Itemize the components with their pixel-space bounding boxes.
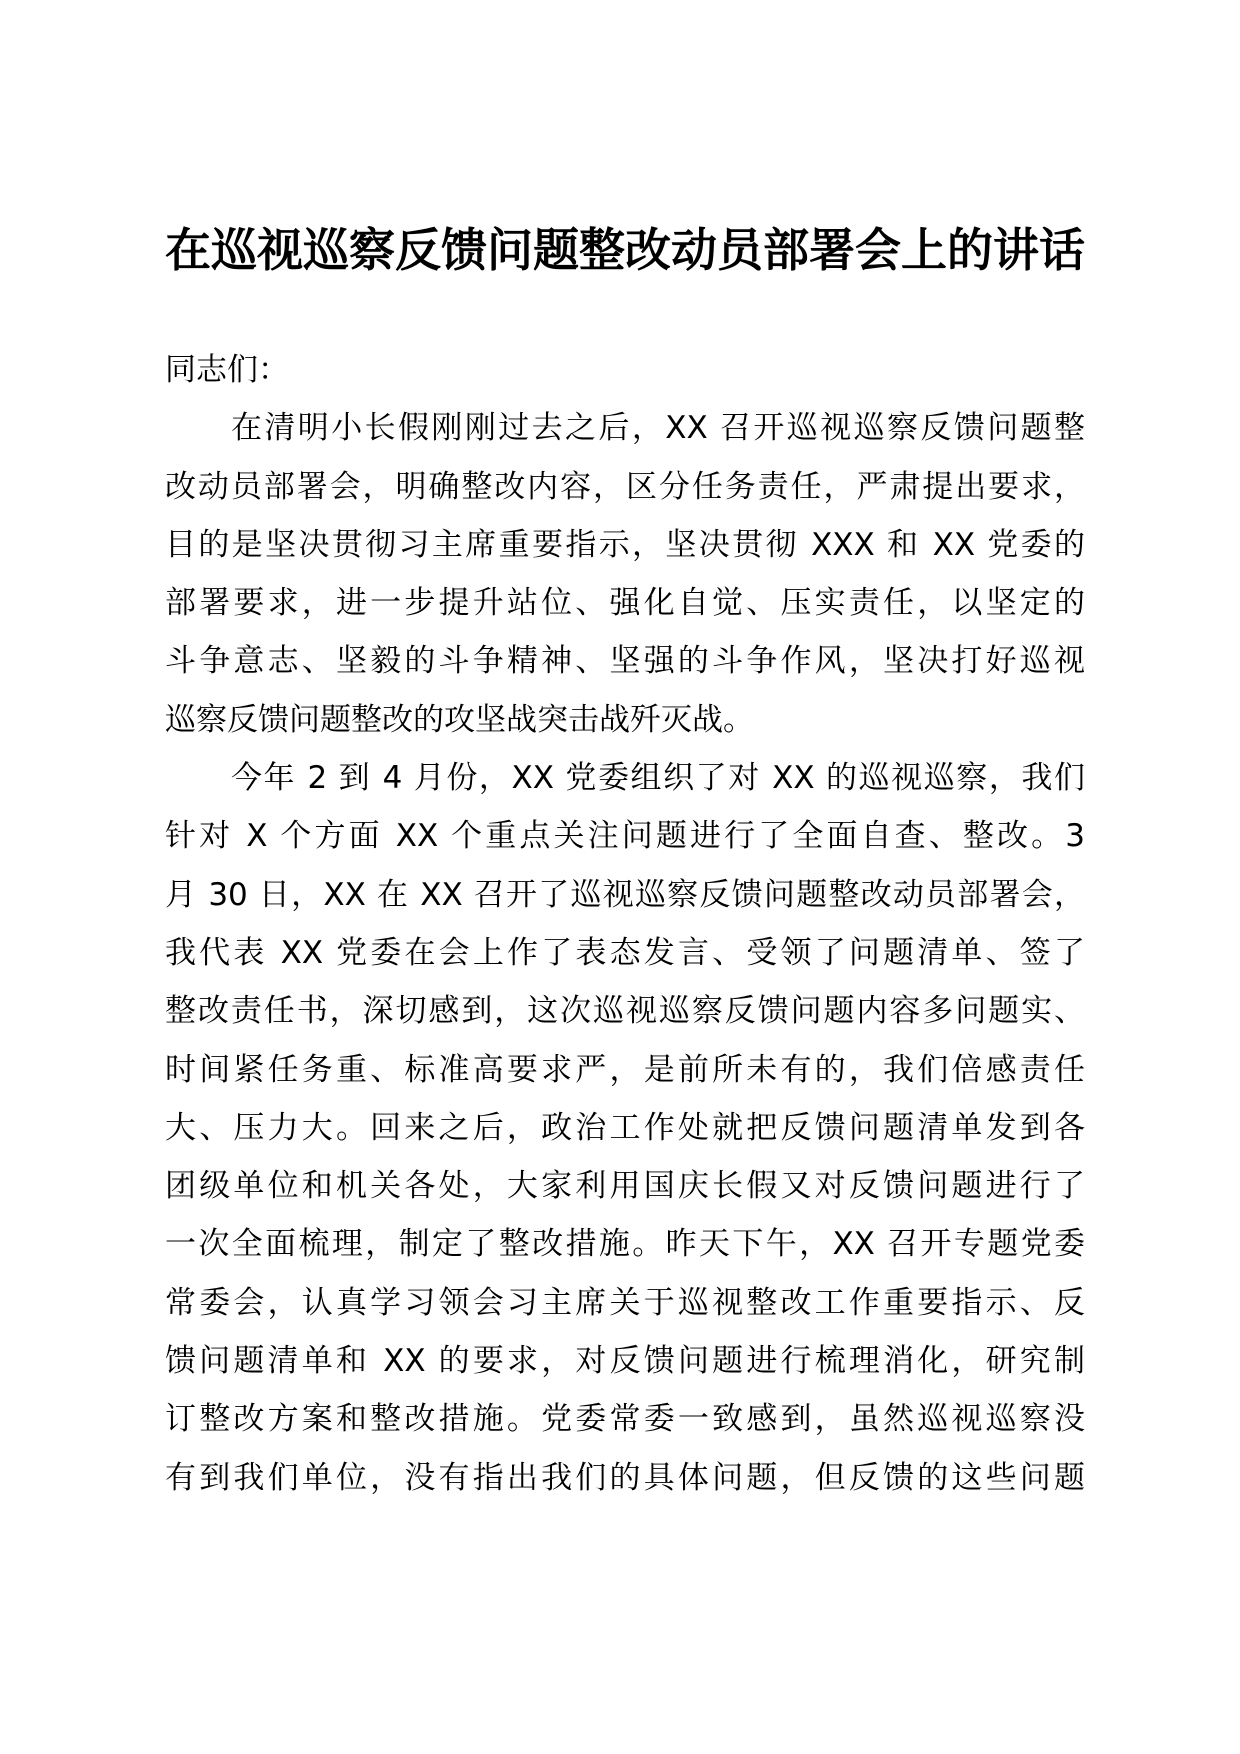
salutation: 同志们：: [165, 352, 289, 388]
text-line: 时间紧任务重、标准高要求严，是前所未有的，我们倍感责任: [165, 1051, 1085, 1088]
text-line: 部署要求，进一步提升站位、强化自觉、压实责任，以坚定的: [165, 585, 1085, 622]
text-line: 改动员部署会，明确整改内容，区分任务责任，严肃提出要求，: [165, 468, 1085, 505]
text-line: 团级单位和机关各处，大家利用国庆长假又对反馈问题进行了: [165, 1168, 1085, 1205]
text-line: 馈问题清单和 XX 的要求，对反馈问题进行梳理消化，研究制: [165, 1343, 1085, 1380]
text-line: 有到我们单位，没有指出我们的具体问题，但反馈的这些问题: [165, 1459, 1085, 1496]
text-line: 针对 X 个方面 XX 个重点关注问题进行了全面自查、整改。3: [165, 818, 1085, 855]
text-line: 月 30 日，XX 在 XX 召开了巡视巡察反馈问题整改动员部署会，: [165, 876, 1085, 913]
text-line: 巡察反馈问题整改的攻坚战突击战歼灭战。: [165, 701, 754, 738]
text-line: 目的是坚决贯彻习主席重要指示，坚决贯彻 XXX 和 XX 党委的: [165, 526, 1085, 563]
text-line: 一次全面梳理，制定了整改措施。昨天下午，XX 召开专题党委: [165, 1226, 1085, 1263]
document-title: 在巡视巡察反馈问题整改动员部署会上的讲话: [165, 223, 1085, 277]
text-line: 常委会，认真学习领会习主席关于巡视整改工作重要指示、反: [165, 1284, 1085, 1321]
paragraph-1: [165, 399, 1085, 749]
text-line: 在清明小长假刚刚过去之后，XX 召开巡视巡察反馈问题整: [231, 410, 1085, 447]
text-line: 我代表 XX 党委在会上作了表态发言、受领了问题清单、签了: [165, 934, 1085, 971]
paragraph-2: [165, 749, 1085, 1507]
text-line: 今年 2 到 4 月份，XX 党委组织了对 XX 的巡视巡察，我们: [231, 760, 1085, 797]
text-line: 整改责任书，深切感到，这次巡视巡察反馈问题内容多问题实、: [165, 993, 1085, 1030]
text-line: 斗争意志、坚毅的斗争精神、坚强的斗争作风，坚决打好巡视: [165, 643, 1085, 680]
document-body: [165, 341, 1085, 1507]
text-line: 大、压力大。回来之后，政治工作处就把反馈问题清单发到各: [165, 1109, 1085, 1146]
text-line: 订整改方案和整改措施。党委常委一致感到，虽然巡视巡察没: [165, 1401, 1085, 1438]
